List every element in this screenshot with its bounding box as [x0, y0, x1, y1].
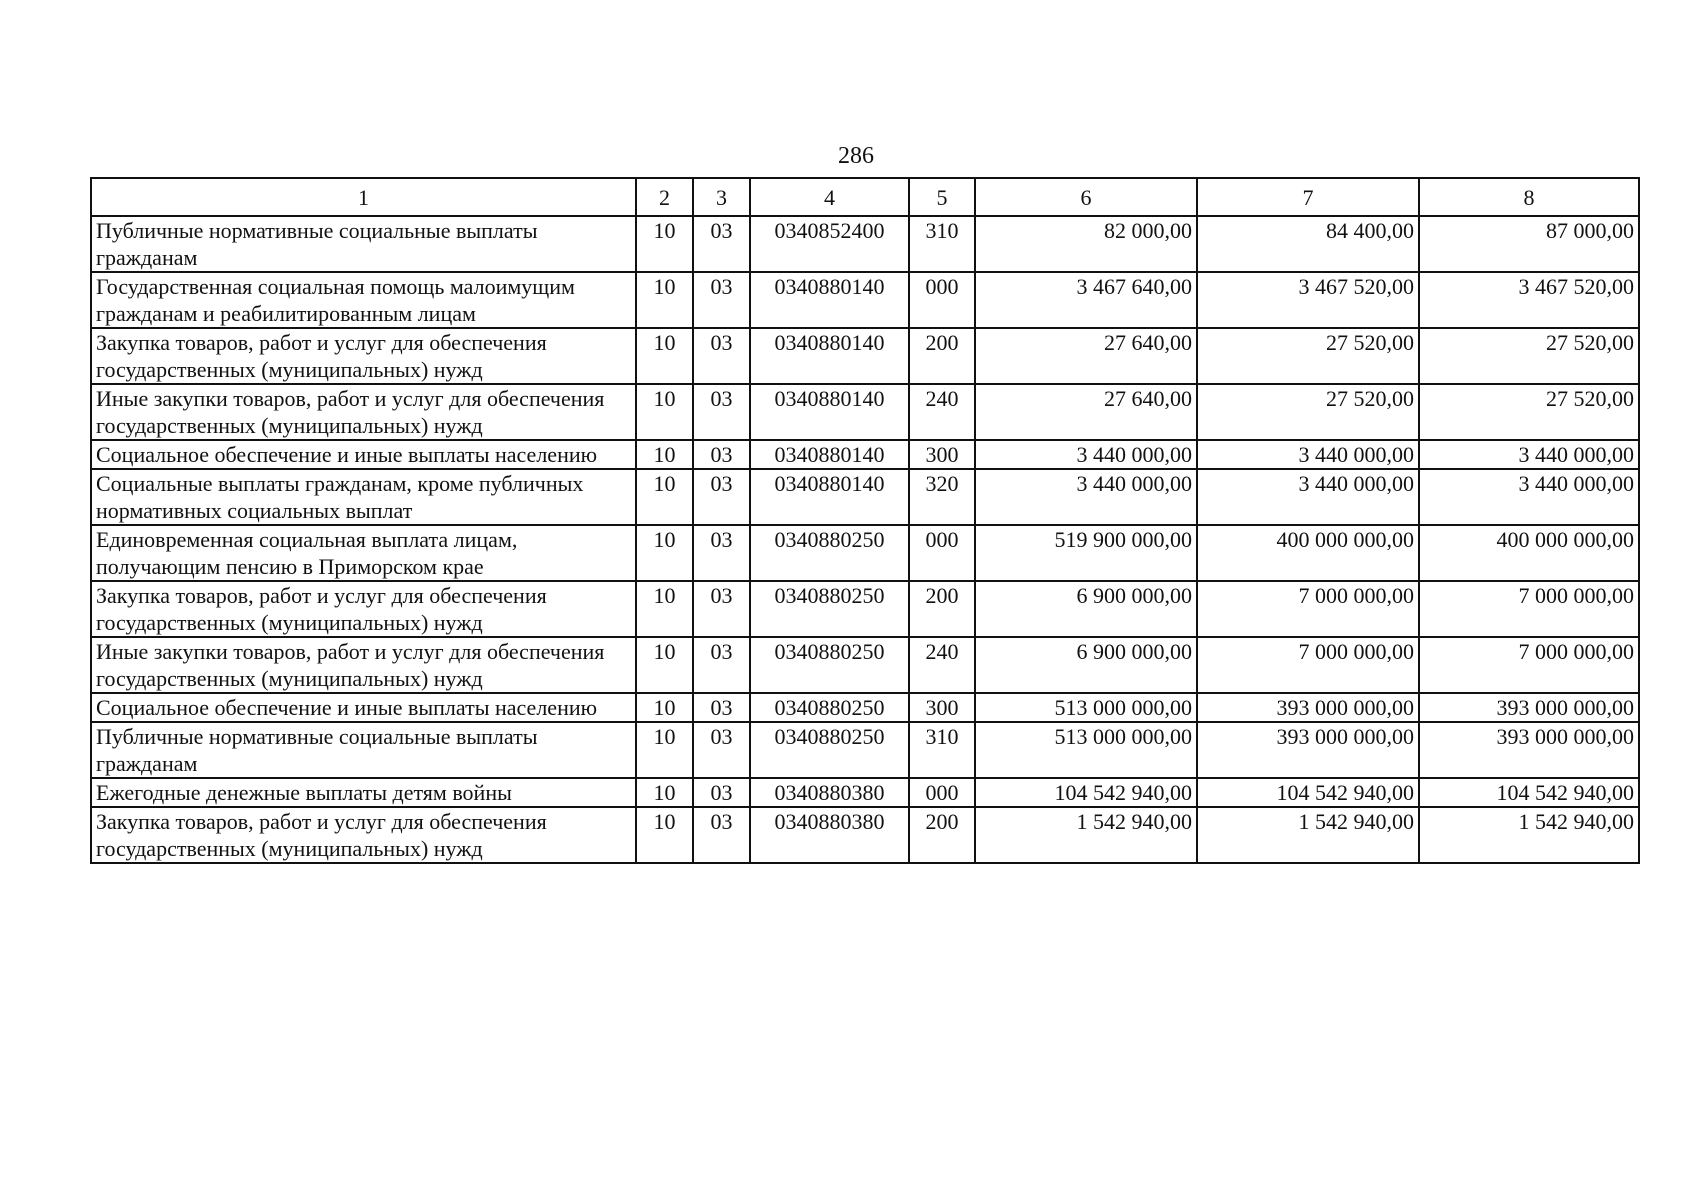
amount-col-7: 3 440 000,00 — [1197, 469, 1419, 525]
expense-name: Ежегодные денежные выплаты детям войны — [91, 778, 636, 807]
subsection-code: 03 — [693, 722, 750, 778]
expense-name: Закупка товаров, работ и услуг для обеспечения государственных (муниципальных) нужд — [91, 328, 636, 384]
target-item-code: 0340880140 — [750, 440, 909, 469]
section-code: 10 — [636, 469, 693, 525]
section-code: 10 — [636, 328, 693, 384]
subsection-code: 03 — [693, 440, 750, 469]
table-body — [91, 216, 1639, 863]
section-code: 10 — [636, 216, 693, 272]
column-header-7: 7 — [1197, 178, 1419, 216]
amount-col-6: 513 000 000,00 — [975, 693, 1197, 722]
target-item-code: 0340880250 — [750, 525, 909, 581]
target-item-code: 0340880140 — [750, 469, 909, 525]
expense-type-code: 300 — [909, 440, 975, 469]
amount-col-7: 7 000 000,00 — [1197, 581, 1419, 637]
subsection-code: 03 — [693, 637, 750, 693]
expense-type-code: 310 — [909, 216, 975, 272]
expense-type-code: 310 — [909, 722, 975, 778]
column-header-4: 4 — [750, 178, 909, 216]
amount-col-8: 3 467 520,00 — [1419, 272, 1639, 328]
target-item-code: 0340880250 — [750, 722, 909, 778]
amount-col-7: 27 520,00 — [1197, 384, 1419, 440]
expense-name: Публичные нормативные социальные выплаты гражданам — [91, 722, 636, 778]
expense-name: Единовременная социальная выплата лицам, получающим пенсию в Приморском крае — [91, 525, 636, 581]
section-code: 10 — [636, 693, 693, 722]
subsection-code: 03 — [693, 807, 750, 863]
amount-col-7: 7 000 000,00 — [1197, 637, 1419, 693]
section-code: 10 — [636, 807, 693, 863]
amount-col-7: 27 520,00 — [1197, 328, 1419, 384]
section-code: 10 — [636, 384, 693, 440]
expense-type-code: 000 — [909, 525, 975, 581]
amount-col-6: 3 467 640,00 — [975, 272, 1197, 328]
amount-col-6: 27 640,00 — [975, 328, 1197, 384]
target-item-code: 0340880380 — [750, 778, 909, 807]
table-row — [91, 693, 1639, 722]
expense-type-code: 000 — [909, 778, 975, 807]
section-code: 10 — [636, 272, 693, 328]
amount-col-6: 3 440 000,00 — [975, 469, 1197, 525]
expense-name: Публичные нормативные социальные выплаты гражданам — [91, 216, 636, 272]
table-row — [91, 216, 1639, 272]
table-header — [91, 178, 1639, 216]
amount-col-8: 3 440 000,00 — [1419, 440, 1639, 469]
subsection-code: 03 — [693, 328, 750, 384]
expense-type-code: 300 — [909, 693, 975, 722]
target-item-code: 0340880140 — [750, 384, 909, 440]
expense-type-code: 240 — [909, 637, 975, 693]
table-row — [91, 807, 1639, 863]
subsection-code: 03 — [693, 525, 750, 581]
page-number: 286 — [838, 143, 874, 169]
amount-col-6: 104 542 940,00 — [975, 778, 1197, 807]
amount-col-7: 393 000 000,00 — [1197, 693, 1419, 722]
amount-col-6: 6 900 000,00 — [975, 581, 1197, 637]
budget-table — [90, 177, 1640, 864]
table-row — [91, 722, 1639, 778]
table-row — [91, 328, 1639, 384]
table-row — [91, 384, 1639, 440]
expense-type-code: 200 — [909, 581, 975, 637]
amount-col-8: 27 520,00 — [1419, 328, 1639, 384]
expense-name: Социальные выплаты гражданам, кроме публичных нормативных социальных выплат — [91, 469, 636, 525]
amount-col-8: 393 000 000,00 — [1419, 722, 1639, 778]
target-item-code: 0340852400 — [750, 216, 909, 272]
table-row — [91, 637, 1639, 693]
column-header-2: 2 — [636, 178, 693, 216]
subsection-code: 03 — [693, 272, 750, 328]
amount-col-8: 87 000,00 — [1419, 216, 1639, 272]
amount-col-6: 3 440 000,00 — [975, 440, 1197, 469]
amount-col-8: 400 000 000,00 — [1419, 525, 1639, 581]
amount-col-7: 400 000 000,00 — [1197, 525, 1419, 581]
column-header-5: 5 — [909, 178, 975, 216]
section-code: 10 — [636, 440, 693, 469]
column-header-8: 8 — [1419, 178, 1639, 216]
amount-col-6: 519 900 000,00 — [975, 525, 1197, 581]
table-row — [91, 778, 1639, 807]
expense-name: Иные закупки товаров, работ и услуг для обеспечения государственных (муниципальных) нужд — [91, 637, 636, 693]
subsection-code: 03 — [693, 384, 750, 440]
target-item-code: 0340880140 — [750, 328, 909, 384]
amount-col-8: 7 000 000,00 — [1419, 637, 1639, 693]
amount-col-7: 104 542 940,00 — [1197, 778, 1419, 807]
expense-name: Закупка товаров, работ и услуг для обеспечения государственных (муниципальных) нужд — [91, 807, 636, 863]
amount-col-7: 3 440 000,00 — [1197, 440, 1419, 469]
column-header-1: 1 — [91, 178, 636, 216]
table-row — [91, 469, 1639, 525]
expense-type-code: 000 — [909, 272, 975, 328]
table-row — [91, 272, 1639, 328]
table-row — [91, 581, 1639, 637]
column-header-3: 3 — [693, 178, 750, 216]
table-row — [91, 440, 1639, 469]
expense-type-code: 240 — [909, 384, 975, 440]
amount-col-6: 82 000,00 — [975, 216, 1197, 272]
expense-name: Государственная социальная помощь малоимущим гражданам и реабилитированным лицам — [91, 272, 636, 328]
amount-col-8: 104 542 940,00 — [1419, 778, 1639, 807]
column-header-6: 6 — [975, 178, 1197, 216]
expense-type-code: 200 — [909, 807, 975, 863]
amount-col-8: 7 000 000,00 — [1419, 581, 1639, 637]
target-item-code: 0340880380 — [750, 807, 909, 863]
amount-col-6: 1 542 940,00 — [975, 807, 1197, 863]
subsection-code: 03 — [693, 581, 750, 637]
expense-type-code: 320 — [909, 469, 975, 525]
amount-col-6: 513 000 000,00 — [975, 722, 1197, 778]
subsection-code: 03 — [693, 693, 750, 722]
target-item-code: 0340880250 — [750, 581, 909, 637]
section-code: 10 — [636, 637, 693, 693]
amount-col-6: 6 900 000,00 — [975, 637, 1197, 693]
amount-col-8: 393 000 000,00 — [1419, 693, 1639, 722]
section-code: 10 — [636, 778, 693, 807]
table-row — [91, 525, 1639, 581]
target-item-code: 0340880250 — [750, 693, 909, 722]
target-item-code: 0340880140 — [750, 272, 909, 328]
header-row — [91, 178, 1639, 216]
section-code: 10 — [636, 722, 693, 778]
amount-col-7: 1 542 940,00 — [1197, 807, 1419, 863]
expense-name: Иные закупки товаров, работ и услуг для обеспечения государственных (муниципальных) нужд — [91, 384, 636, 440]
subsection-code: 03 — [693, 778, 750, 807]
subsection-code: 03 — [693, 469, 750, 525]
section-code: 10 — [636, 525, 693, 581]
subsection-code: 03 — [693, 216, 750, 272]
amount-col-7: 393 000 000,00 — [1197, 722, 1419, 778]
amount-col-8: 1 542 940,00 — [1419, 807, 1639, 863]
expense-name: Социальное обеспечение и иные выплаты населению — [91, 693, 636, 722]
amount-col-8: 3 440 000,00 — [1419, 469, 1639, 525]
expense-name: Социальное обеспечение и иные выплаты населению — [91, 440, 636, 469]
section-code: 10 — [636, 581, 693, 637]
amount-col-8: 27 520,00 — [1419, 384, 1639, 440]
target-item-code: 0340880250 — [750, 637, 909, 693]
amount-col-7: 84 400,00 — [1197, 216, 1419, 272]
expense-type-code: 200 — [909, 328, 975, 384]
expense-name: Закупка товаров, работ и услуг для обеспечения государственных (муниципальных) нужд — [91, 581, 636, 637]
amount-col-7: 3 467 520,00 — [1197, 272, 1419, 328]
amount-col-6: 27 640,00 — [975, 384, 1197, 440]
